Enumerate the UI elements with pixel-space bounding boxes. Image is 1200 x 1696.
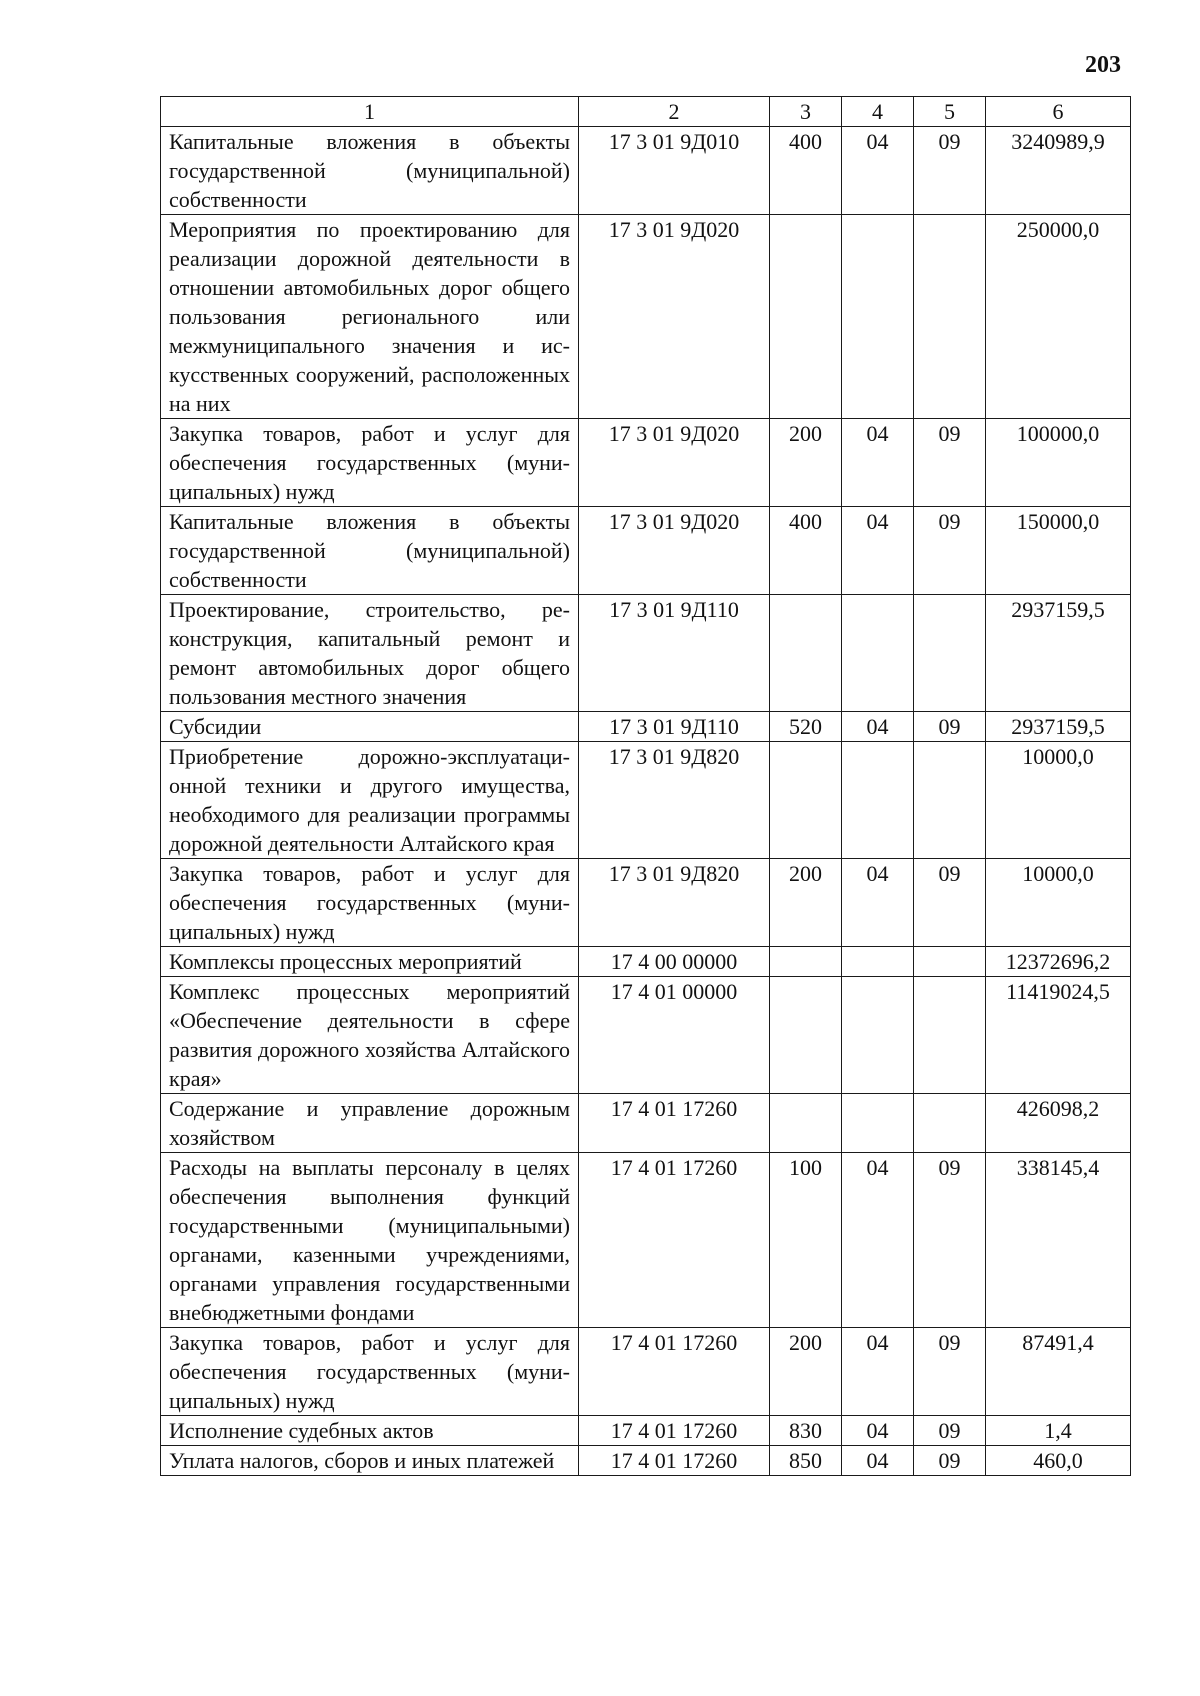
cell-col3: 400 (770, 127, 842, 215)
cell-name: Мероприятия по проектированию для реализации дорожной деятельности в отношении автомобильных дорог общего пользования регионального или межмуниципального значения и искусственных сооружений, расположенных на них (161, 215, 579, 419)
cell-col3: 100 (770, 1153, 842, 1328)
cell-code: 17 3 01 9Д020 (579, 507, 770, 595)
table-row (161, 127, 1131, 215)
cell-col4: 04 (842, 1328, 914, 1416)
cell-name: Капитальные вложения в объекты государственной (муниципальной) собственности (161, 127, 579, 215)
cell-code: 17 4 01 17260 (579, 1328, 770, 1416)
table-row (161, 742, 1131, 859)
cell-name: Закупка товаров, работ и услуг для обеспечения государственных (муниципальных) нужд (161, 1328, 579, 1416)
cell-col3 (770, 947, 842, 977)
page-number: 203 (1085, 52, 1121, 78)
cell-code: 17 3 01 9Д820 (579, 859, 770, 947)
cell-name: Закупка товаров, работ и услуг для обеспечения государственных (муниципальных) нужд (161, 859, 579, 947)
cell-col5 (914, 947, 986, 977)
cell-col5 (914, 595, 986, 712)
cell-name: Исполнение судебных актов (161, 1416, 579, 1446)
cell-code: 17 4 01 17260 (579, 1094, 770, 1153)
cell-col4 (842, 947, 914, 977)
cell-name: Уплата налогов, сборов и иных платежей (161, 1446, 579, 1476)
cell-col3: 850 (770, 1446, 842, 1476)
cell-amount: 2937159,5 (986, 595, 1131, 712)
cell-col4: 04 (842, 127, 914, 215)
cell-code: 17 3 01 9Д820 (579, 742, 770, 859)
cell-col3: 200 (770, 419, 842, 507)
cell-col3: 400 (770, 507, 842, 595)
table-row (161, 712, 1131, 742)
table-row (161, 977, 1131, 1094)
cell-col4: 04 (842, 419, 914, 507)
table-header-row (161, 97, 1131, 127)
cell-name: Проектирование, строительство, реконструкция, капитальный ремонт и ремонт автомобильных дорог общего пользования местного значения (161, 595, 579, 712)
cell-amount: 12372696,2 (986, 947, 1131, 977)
cell-amount: 1,4 (986, 1416, 1131, 1446)
cell-code: 17 4 01 17260 (579, 1153, 770, 1328)
cell-col3: 830 (770, 1416, 842, 1446)
cell-col4 (842, 215, 914, 419)
cell-code: 17 4 00 00000 (579, 947, 770, 977)
table-row (161, 507, 1131, 595)
cell-col4: 04 (842, 1416, 914, 1446)
table-row (161, 595, 1131, 712)
budget-table (160, 96, 1131, 1476)
cell-col5: 09 (914, 1153, 986, 1328)
cell-col3 (770, 742, 842, 859)
cell-amount: 3240989,9 (986, 127, 1131, 215)
cell-name: Содержание и управление дорожным хозяйством (161, 1094, 579, 1153)
cell-col4 (842, 1094, 914, 1153)
cell-col4: 04 (842, 1153, 914, 1328)
cell-col4: 04 (842, 859, 914, 947)
cell-col5: 09 (914, 127, 986, 215)
cell-code: 17 3 01 9Д110 (579, 712, 770, 742)
cell-amount: 2937159,5 (986, 712, 1131, 742)
cell-col3 (770, 977, 842, 1094)
cell-col5: 09 (914, 1416, 986, 1446)
cell-col3 (770, 595, 842, 712)
cell-amount: 100000,0 (986, 419, 1131, 507)
cell-code: 17 4 01 00000 (579, 977, 770, 1094)
table-row (161, 1416, 1131, 1446)
cell-code: 17 3 01 9Д010 (579, 127, 770, 215)
cell-col3: 200 (770, 1328, 842, 1416)
table-row (161, 859, 1131, 947)
cell-col5: 09 (914, 419, 986, 507)
cell-col4 (842, 742, 914, 859)
cell-col5 (914, 1094, 986, 1153)
table-row (161, 1446, 1131, 1476)
cell-col5: 09 (914, 859, 986, 947)
cell-name: Закупка товаров, работ и услуг для обеспечения государственных (муниципальных) нужд (161, 419, 579, 507)
cell-col3 (770, 1094, 842, 1153)
cell-col3 (770, 215, 842, 419)
cell-name: Приобретение дорожно-эксплуатационной техники и другого имущества, необходимого для реализации программы дорожной деятельности Алтайского края (161, 742, 579, 859)
cell-amount: 11419024,5 (986, 977, 1131, 1094)
cell-code: 17 3 01 9Д020 (579, 215, 770, 419)
cell-col4 (842, 977, 914, 1094)
column-header: 3 (770, 97, 842, 127)
column-header: 4 (842, 97, 914, 127)
cell-amount: 426098,2 (986, 1094, 1131, 1153)
cell-name: Комплекс процессных мероприятий «Обеспечение деятельности в сфере развития дорожного хозяйства Алтайского края» (161, 977, 579, 1094)
cell-col4: 04 (842, 507, 914, 595)
cell-col5: 09 (914, 1328, 986, 1416)
cell-code: 17 3 01 9Д110 (579, 595, 770, 712)
cell-name: Субсидии (161, 712, 579, 742)
table-row (161, 1328, 1131, 1416)
table-row (161, 1094, 1131, 1153)
cell-col3: 520 (770, 712, 842, 742)
cell-col4: 04 (842, 1446, 914, 1476)
cell-amount: 10000,0 (986, 742, 1131, 859)
cell-name: Расходы на выплаты персоналу в целях обеспечения выполнения функций государственными (муниципальными) органами, казенными учреждениями, органами управления государственными внебюджетными фондами (161, 1153, 579, 1328)
table-row (161, 215, 1131, 419)
cell-amount: 460,0 (986, 1446, 1131, 1476)
cell-col5 (914, 742, 986, 859)
cell-col5: 09 (914, 712, 986, 742)
cell-col4: 04 (842, 712, 914, 742)
column-header: 5 (914, 97, 986, 127)
table-body (161, 127, 1131, 1476)
table-row (161, 947, 1131, 977)
column-header: 6 (986, 97, 1131, 127)
cell-amount: 87491,4 (986, 1328, 1131, 1416)
cell-amount: 150000,0 (986, 507, 1131, 595)
cell-amount: 250000,0 (986, 215, 1131, 419)
cell-name: Комплексы процессных мероприятий (161, 947, 579, 977)
cell-name: Капитальные вложения в объекты государственной (муниципальной) собственности (161, 507, 579, 595)
cell-col5: 09 (914, 507, 986, 595)
cell-col3: 200 (770, 859, 842, 947)
cell-code: 17 4 01 17260 (579, 1446, 770, 1476)
cell-amount: 338145,4 (986, 1153, 1131, 1328)
table-row (161, 419, 1131, 507)
cell-code: 17 3 01 9Д020 (579, 419, 770, 507)
cell-amount: 10000,0 (986, 859, 1131, 947)
column-header: 1 (161, 97, 579, 127)
cell-col4 (842, 595, 914, 712)
cell-col5 (914, 215, 986, 419)
cell-code: 17 4 01 17260 (579, 1416, 770, 1446)
table-row (161, 1153, 1131, 1328)
column-header: 2 (579, 97, 770, 127)
cell-col5 (914, 977, 986, 1094)
cell-col5: 09 (914, 1446, 986, 1476)
